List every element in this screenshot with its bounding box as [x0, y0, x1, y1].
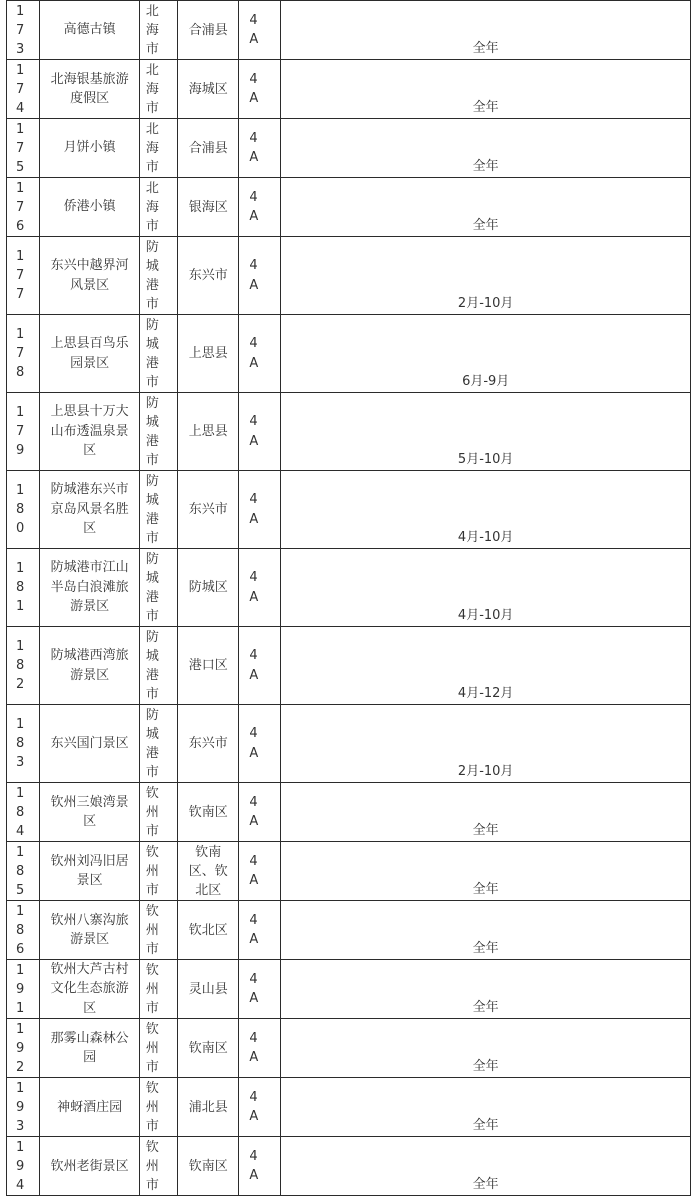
district-cell-text: 上思县: [188, 346, 228, 361]
grade-cell-text: 4 A: [249, 71, 259, 106]
grade-cell-text: 4 A: [249, 570, 259, 605]
open-season-cell-text: 全年: [472, 1000, 499, 1016]
table-row: [7, 842, 691, 901]
grade-cell-text: 4 A: [249, 1030, 259, 1066]
open-season-cell: [281, 1078, 691, 1137]
grade-cell: [239, 1078, 281, 1137]
scenic-name-cell: [40, 1078, 140, 1137]
scenic-name-cell-text: 侨港小镇: [63, 199, 116, 215]
row-number-cell-text: 1 7 3: [16, 3, 25, 57]
district-cell-text: 东兴市: [188, 268, 228, 283]
grade-cell-text: 4 A: [249, 1089, 259, 1125]
city-cell-text: 北 海 市: [145, 181, 159, 234]
scenic-name-cell: [40, 1019, 140, 1078]
open-season-cell-text: 2月-10月: [457, 764, 514, 779]
scenic-name-cell: [40, 901, 140, 960]
open-season-cell-text: 全年: [472, 1177, 499, 1193]
district-cell-text: 上思县: [188, 424, 228, 439]
row-number-cell-text: 1 7 6: [16, 180, 25, 234]
open-season-cell-text: 4月-10月: [457, 530, 514, 545]
grade-cell: [239, 1019, 281, 1078]
district-cell-text: 合浦县: [188, 140, 228, 156]
scenic-name-cell: [40, 315, 140, 393]
row-number-cell-text: 1 7 9: [16, 405, 25, 458]
grade-cell: [239, 178, 281, 237]
district-cell-text: 港口区: [188, 658, 228, 673]
district-cell-text: 钦南区: [188, 1040, 228, 1056]
district-cell: [178, 901, 239, 960]
open-season-cell-text: 2月-10月: [457, 296, 514, 311]
row-number-cell: [7, 471, 40, 549]
table-row: [7, 1019, 691, 1078]
row-number-cell-text: 1 7 7: [16, 249, 25, 302]
scenic-name-cell: [40, 471, 140, 549]
table-row: [7, 549, 691, 627]
grade-cell: [239, 393, 281, 471]
scenic-name-cell: [40, 393, 140, 471]
city-cell: [139, 627, 177, 705]
table-row: [7, 960, 691, 1019]
scenic-name-cell: [40, 60, 140, 119]
table-row: [7, 393, 691, 471]
scenic-name-cell-text: 钦州大芦古村文化生态旅游区: [50, 962, 129, 1016]
table-row: [7, 705, 691, 783]
district-cell: [178, 237, 239, 315]
scenic-name-cell-text: 北海银基旅游度假区: [50, 71, 129, 106]
grade-cell: [239, 842, 281, 901]
scenic-name-cell: [40, 119, 140, 178]
city-cell-text: 钦 州 市: [145, 904, 159, 957]
open-season-cell: [281, 1137, 691, 1196]
open-season-cell: [281, 471, 691, 549]
table-row: [7, 627, 691, 705]
scenic-name-cell: [40, 960, 140, 1019]
scenic-name-cell-text: 东兴中越界河风景区: [50, 258, 129, 293]
district-cell-text: 东兴市: [188, 502, 228, 517]
row-number-cell-text: 1 9 3: [16, 1080, 25, 1134]
city-cell-text: 防 城 港 市: [145, 630, 159, 702]
row-number-cell-text: 1 9 4: [16, 1139, 25, 1193]
district-cell: [178, 842, 239, 901]
row-number-cell: [7, 1078, 40, 1137]
city-cell-text: 钦 州 市: [145, 1081, 159, 1135]
city-cell: [139, 315, 177, 393]
grade-cell: [239, 471, 281, 549]
table-row: [7, 1078, 691, 1137]
district-cell-text: 银海区: [188, 199, 228, 215]
table-row: [7, 60, 691, 119]
city-cell: [139, 1019, 177, 1078]
row-number-cell-text: 1 8 6: [16, 903, 25, 957]
city-cell-text: 钦 州 市: [145, 786, 159, 839]
district-cell: [178, 471, 239, 549]
grade-cell-text: 4 A: [249, 912, 259, 947]
district-cell: [178, 1, 239, 60]
open-season-cell-text: 5月-10月: [457, 452, 514, 467]
city-cell-text: 防 城 港 市: [145, 240, 159, 312]
open-season-cell: [281, 237, 691, 315]
scenic-name-cell-text: 那雾山森林公园: [50, 1030, 129, 1066]
open-season-cell: [281, 705, 691, 783]
district-cell: [178, 60, 239, 119]
scenic-name-cell: [40, 549, 140, 627]
district-cell-text: 东兴市: [188, 736, 228, 751]
grade-cell: [239, 783, 281, 842]
city-cell: [139, 783, 177, 842]
open-season-cell-text: 全年: [472, 882, 499, 897]
open-season-cell: [281, 315, 691, 393]
grade-cell-text: 4 A: [249, 492, 259, 527]
scenic-name-cell: [40, 1137, 140, 1196]
city-cell-text: 防 城 港 市: [145, 396, 159, 468]
district-cell: [178, 119, 239, 178]
row-number-cell-text: 1 9 2: [16, 1021, 25, 1075]
table-row: [7, 178, 691, 237]
open-season-cell: [281, 1019, 691, 1078]
open-season-cell-text: 6月-9月: [462, 374, 510, 389]
city-cell: [139, 842, 177, 901]
city-cell: [139, 901, 177, 960]
open-season-cell: [281, 627, 691, 705]
city-cell: [139, 471, 177, 549]
scenic-spots-table: [6, 0, 691, 1196]
scenic-name-cell-text: 钦州刘冯旧居景区: [50, 853, 129, 888]
grade-cell: [239, 119, 281, 178]
district-cell: [178, 627, 239, 705]
open-season-cell: [281, 783, 691, 842]
grade-cell: [239, 1137, 281, 1196]
row-number-cell-text: 1 7 5: [16, 121, 25, 175]
scenic-name-cell: [40, 237, 140, 315]
city-cell-text: 北 海 市: [145, 63, 159, 116]
grade-cell-text: 4 A: [249, 853, 259, 888]
open-season-cell: [281, 901, 691, 960]
scenic-name-cell-text: 防城港市江山半岛白浪滩旅游景区: [50, 560, 129, 615]
row-number-cell: [7, 393, 40, 471]
row-number-cell-text: 1 9 1: [16, 962, 25, 1016]
city-cell: [139, 705, 177, 783]
grade-cell-text: 4 A: [249, 130, 259, 165]
city-cell: [139, 549, 177, 627]
grade-cell-text: 4 A: [249, 12, 259, 47]
scenic-name-cell-text: 上思县十万大山布透温泉景区: [50, 404, 129, 459]
row-number-cell-text: 1 8 3: [16, 717, 25, 770]
scenic-name-cell-text: 防城港东兴市京岛风景名胜区: [50, 482, 129, 537]
grade-cell-text: 4 A: [249, 648, 259, 683]
city-cell-text: 钦 州 市: [145, 1140, 159, 1194]
scenic-name-cell-text: 高德古镇: [63, 22, 116, 38]
table-body: [7, 1, 691, 1196]
city-cell: [139, 1, 177, 60]
scenic-name-cell: [40, 705, 140, 783]
open-season-cell-text: 全年: [472, 1059, 499, 1075]
table-row: [7, 901, 691, 960]
scenic-name-cell: [40, 178, 140, 237]
grade-cell-text: 4 A: [249, 1148, 259, 1184]
district-cell: [178, 783, 239, 842]
grade-cell-text: 4 A: [249, 258, 259, 293]
open-season-cell: [281, 842, 691, 901]
grade-cell: [239, 901, 281, 960]
row-number-cell: [7, 237, 40, 315]
open-season-cell-text: 4月-12月: [457, 686, 514, 701]
row-number-cell: [7, 901, 40, 960]
scenic-name-cell-text: 钦州老街景区: [50, 1158, 129, 1174]
city-cell-text: 北 海 市: [145, 122, 159, 175]
open-season-cell: [281, 119, 691, 178]
grade-cell: [239, 960, 281, 1019]
scenic-name-cell-text: 神蚜酒庄园: [57, 1099, 123, 1115]
city-cell-text: 北 海 市: [145, 4, 159, 57]
scenic-name-cell: [40, 627, 140, 705]
grade-cell-text: 4 A: [249, 189, 259, 224]
district-cell: [178, 178, 239, 237]
district-cell: [178, 315, 239, 393]
grade-cell: [239, 60, 281, 119]
city-cell-text: 防 城 港 市: [145, 474, 159, 546]
city-cell-text: 防 城 港 市: [145, 708, 159, 780]
row-number-cell: [7, 960, 40, 1019]
row-number-cell: [7, 315, 40, 393]
grade-cell: [239, 315, 281, 393]
row-number-cell: [7, 549, 40, 627]
open-season-cell-text: 全年: [472, 218, 499, 233]
row-number-cell: [7, 1137, 40, 1196]
row-number-cell: [7, 627, 40, 705]
district-cell: [178, 1137, 239, 1196]
open-season-cell-text: 全年: [472, 823, 499, 838]
grade-cell: [239, 237, 281, 315]
scenic-name-cell-text: 钦州三娘湾景区: [50, 794, 129, 829]
row-number-cell-text: 1 8 5: [16, 844, 25, 898]
city-cell: [139, 960, 177, 1019]
open-season-cell-text: 全年: [472, 41, 499, 56]
table-row: [7, 1, 691, 60]
row-number-cell: [7, 178, 40, 237]
city-cell: [139, 119, 177, 178]
city-cell: [139, 1078, 177, 1137]
grade-cell: [239, 705, 281, 783]
open-season-cell-text: 全年: [472, 159, 499, 174]
district-cell-text: 钦南区: [188, 804, 228, 820]
district-cell-text: 防城区: [188, 580, 228, 595]
city-cell-text: 钦 州 市: [145, 963, 159, 1016]
district-cell: [178, 549, 239, 627]
scenic-name-cell-text: 月饼小镇: [63, 140, 116, 156]
district-cell-text: 灵山县: [188, 981, 228, 997]
scenic-name-cell-text: 防城港西湾旅游景区: [50, 648, 129, 683]
district-cell-text: 钦北区: [188, 922, 228, 938]
open-season-cell: [281, 178, 691, 237]
district-cell-text: 浦北县: [188, 1099, 228, 1115]
grade-cell-text: 4 A: [249, 726, 259, 761]
row-number-cell: [7, 1019, 40, 1078]
table-row: [7, 315, 691, 393]
district-cell: [178, 705, 239, 783]
table-row: [7, 237, 691, 315]
district-cell-text: 钦南区: [188, 1158, 228, 1174]
table-row: [7, 119, 691, 178]
scenic-name-cell-text: 东兴国门景区: [50, 735, 129, 751]
row-number-cell: [7, 60, 40, 119]
grade-cell-text: 4 A: [249, 971, 259, 1007]
open-season-cell-text: 全年: [472, 1118, 499, 1134]
district-cell: [178, 393, 239, 471]
district-cell: [178, 1078, 239, 1137]
district-cell-text: 钦南区、钦北区: [188, 844, 228, 898]
open-season-cell-text: 4月-10月: [457, 608, 514, 623]
open-season-cell: [281, 60, 691, 119]
grade-cell-text: 4 A: [249, 794, 259, 829]
district-cell: [178, 960, 239, 1019]
table-row: [7, 783, 691, 842]
row-number-cell: [7, 783, 40, 842]
scenic-name-cell: [40, 842, 140, 901]
district-cell: [178, 1019, 239, 1078]
open-season-cell: [281, 393, 691, 471]
row-number-cell: [7, 842, 40, 901]
scenic-name-cell-text: 钦州八寨沟旅游景区: [50, 912, 129, 947]
open-season-cell: [281, 1, 691, 60]
city-cell-text: 防 城 港 市: [145, 318, 159, 390]
city-cell-text: 钦 州 市: [145, 845, 159, 898]
grade-cell: [239, 549, 281, 627]
scenic-name-cell: [40, 783, 140, 842]
city-cell: [139, 60, 177, 119]
open-season-cell-text: 全年: [472, 941, 499, 956]
district-cell-text: 海城区: [188, 81, 228, 97]
row-number-cell: [7, 119, 40, 178]
scenic-name-cell-text: 上思县百鸟乐园景区: [50, 336, 129, 371]
city-cell: [139, 1137, 177, 1196]
open-season-cell-text: 全年: [472, 100, 499, 115]
grade-cell-text: 4 A: [249, 414, 259, 449]
row-number-cell: [7, 705, 40, 783]
city-cell-text: 防 城 港 市: [145, 552, 159, 624]
row-number-cell: [7, 1, 40, 60]
table-row: [7, 1137, 691, 1196]
scenic-name-cell: [40, 1, 140, 60]
city-cell: [139, 237, 177, 315]
row-number-cell-text: 1 7 8: [16, 327, 25, 380]
open-season-cell: [281, 549, 691, 627]
grade-cell: [239, 627, 281, 705]
row-number-cell-text: 1 8 1: [16, 561, 25, 614]
open-season-cell: [281, 960, 691, 1019]
row-number-cell-text: 1 7 4: [16, 62, 25, 116]
city-cell: [139, 393, 177, 471]
row-number-cell-text: 1 8 0: [16, 483, 25, 536]
grade-cell: [239, 1, 281, 60]
city-cell-text: 钦 州 市: [145, 1022, 159, 1076]
table-row: [7, 471, 691, 549]
district-cell-text: 合浦县: [188, 22, 228, 38]
row-number-cell-text: 1 8 2: [16, 639, 25, 692]
grade-cell-text: 4 A: [249, 336, 259, 371]
row-number-cell-text: 1 8 4: [16, 785, 25, 839]
city-cell: [139, 178, 177, 237]
